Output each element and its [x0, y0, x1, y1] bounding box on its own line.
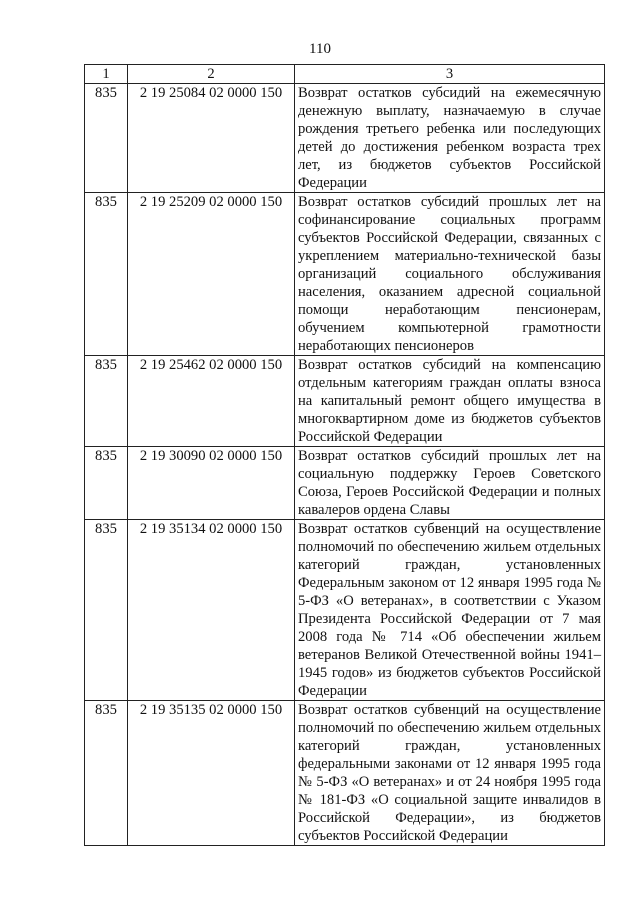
description-cell: Возврат остатков субсидий прошлых лет на социальную поддержку Героев Советского Союза, Героев Российской Федерации и полных кавалеров ордена Славы — [295, 447, 605, 520]
budget-code-cell: 2 19 25209 02 0000 150 — [128, 193, 295, 356]
table-row — [85, 447, 605, 520]
page-number: 110 — [309, 41, 331, 57]
admin-code-cell: 835 — [85, 520, 128, 701]
description-cell: Возврат остатков субсидий на компенсацию отдельным категориям граждан оплаты взноса на капитальный ремонт общего имущества в многоквартирном доме из бюджетов субъектов Российской Федерации — [295, 356, 605, 447]
table-header-row — [85, 65, 605, 84]
admin-code-cell: 835 — [85, 84, 128, 193]
budget-code-cell: 2 19 25084 02 0000 150 — [128, 84, 295, 193]
description-cell: Возврат остатков субсидий прошлых лет на софинансирование социальных программ субъектов Российской Федерации, связанных с укреплением материально-технической базы организаций социального обслуживания населения, оказанием адресной социальной помощи неработающим пенсионерам, обучением компьютерной грамотности неработающих пенсионеров — [295, 193, 605, 356]
header-column-3: 3 — [295, 65, 605, 84]
budget-code-cell: 2 19 25462 02 0000 150 — [128, 356, 295, 447]
table-row — [85, 84, 605, 193]
description-cell: Возврат остатков субвенций на осуществление полномочий по обеспечению жильем отдельных категорий граждан, установленных Федеральным законом от 12 января 1995 года № 5-ФЗ «О ветеранах», в соответствии с Указом Президента Российской Федерации от 7 мая 2008 года № 714 «Об обеспечении жильем ветеранов Великой Отечественной войны 1941–1945 годов» из бюджетов субъектов Российской Федерации — [295, 520, 605, 701]
table-row — [85, 701, 605, 846]
table-row — [85, 193, 605, 356]
admin-code-cell: 835 — [85, 193, 128, 356]
table-row — [85, 356, 605, 447]
budget-code-cell: 2 19 35135 02 0000 150 — [128, 701, 295, 846]
admin-code-cell: 835 — [85, 447, 128, 520]
header-column-1: 1 — [85, 65, 128, 84]
admin-code-cell: 835 — [85, 701, 128, 846]
description-cell: Возврат остатков субвенций на осуществление полномочий по обеспечению жильем отдельных категорий граждан, установленных федеральными законами от 12 января 1995 года № 5-ФЗ «О ветеранах» и от 24 ноября 1995 года № 181-ФЗ «О социальной защите инвалидов в Российской Федерации», из бюджетов субъектов Российской Федерации — [295, 701, 605, 846]
header-column-2: 2 — [128, 65, 295, 84]
budget-classification-table — [84, 64, 605, 846]
budget-code-cell: 2 19 35134 02 0000 150 — [128, 520, 295, 701]
budget-code-cell: 2 19 30090 02 0000 150 — [128, 447, 295, 520]
description-cell: Возврат остатков субсидий на ежемесячную денежную выплату, назначаемую в случае рождения третьего ребенка или последующих детей до достижения ребенком возраста трех лет, из бюджетов субъектов Российской Федерации — [295, 84, 605, 193]
admin-code-cell: 835 — [85, 356, 128, 447]
table-row — [85, 520, 605, 701]
